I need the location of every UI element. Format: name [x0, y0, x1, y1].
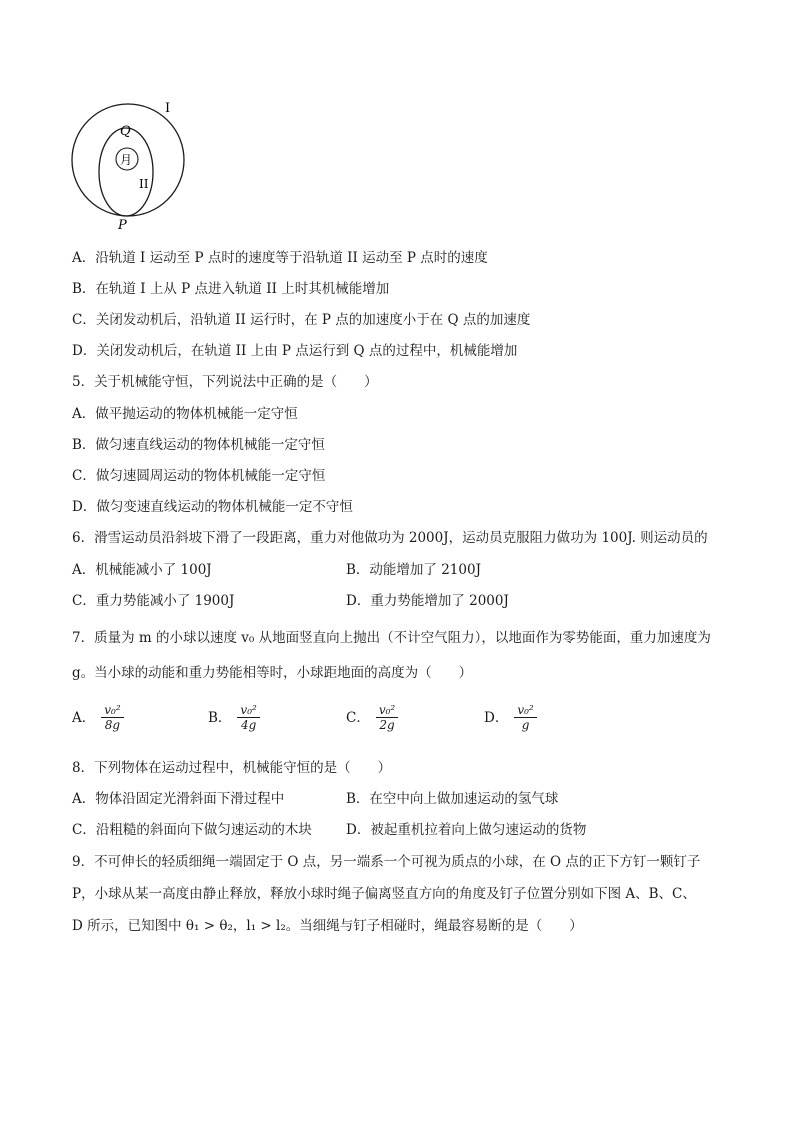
q9-line3: D 所示，已知图中 θ₁ > θ₂，l₁ > l₂。当细绳与钉子相碰时，绳最容易断的是（ ）: [72, 918, 583, 934]
q7-option-c-label: C．: [346, 710, 370, 726]
q7-option-c-fraction: [376, 704, 398, 732]
q4-option-b: B．在轨道 I 上从 P 点进入轨道 II 上时其机械能增加: [72, 281, 390, 297]
q7-option-d-denominator: g: [521, 718, 530, 732]
q8-option-b: B．在空中向上做加速运动的氢气球: [346, 791, 559, 807]
moon-label: 月: [120, 153, 133, 167]
q7-option-c-denominator: 2g: [379, 718, 395, 732]
q4-option-c: C．关闭发动机后，沿轨道 II 运行时，在 P 点的加速度小于在 Q 点的加速度: [72, 312, 531, 328]
q8-option-a: A．物体沿固定光滑斜面下滑过程中: [72, 791, 285, 807]
q7-option-d-label: D．: [484, 710, 509, 726]
q7-option-a-label: A．: [72, 710, 96, 726]
q7-option-a: [72, 704, 124, 732]
orbit-diagram: [60, 95, 200, 235]
q5-stem: 5．关于机械能守恒，下列说法中正确的是（ ）: [72, 374, 378, 390]
q7-option-b-denominator: 4g: [240, 718, 257, 732]
q7-option-b-numerator: v₀²: [237, 704, 259, 718]
q7-option-a-numerator: v₀²: [101, 704, 123, 718]
q6-option-c: C．重力势能减小了 1900J: [72, 593, 235, 609]
label-II: II: [139, 177, 149, 191]
q8-option-d: D．被起重机拉着向上做匀速运动的货物: [346, 822, 587, 838]
q7-option-b-fraction: [237, 704, 259, 732]
label-P: P: [118, 218, 127, 233]
label-Q: Q: [120, 124, 131, 139]
q8-option-c: C．沿粗糙的斜面向下做匀速运动的木块: [72, 822, 312, 838]
q7-option-d-numerator: v₀²: [514, 704, 536, 718]
q6-option-d: D．重力势能增加了 2000J: [346, 593, 509, 609]
q7-stem-line1: 7．质量为 m 的小球以速度 v₀ 从地面竖直向上抛出（不计空气阻力），以地面作为零势能面，重力加速度为: [72, 630, 711, 646]
q7-option-b-label: B．: [208, 710, 232, 726]
orbit-II-ellipse: [99, 128, 153, 216]
q7-option-c-numerator: v₀²: [376, 704, 398, 718]
q7-option-a-fraction: [101, 704, 123, 732]
q5-option-d: D．做匀变速直线运动的物体机械能一定不守恒: [72, 499, 353, 515]
q5-option-b: B．做匀速直线运动的物体机械能一定守恒: [72, 437, 325, 453]
q7-option-c: [346, 704, 398, 732]
q7-option-d: [484, 704, 537, 732]
q7-option-b: [208, 704, 260, 732]
q4-option-a: A．沿轨道 I 运动至 P 点时的速度等于沿轨道 II 运动至 P 点时的速度: [72, 250, 488, 266]
q6-stem: 6．滑雪运动员沿斜坡下滑了一段距离，重力对他做功为 2000J，运动员克服阻力做功为 100J. 则运动员的: [72, 530, 708, 546]
q7-stem-line2: g。当小球的动能和重力势能相等时，小球距地面的高度为（ ）: [72, 665, 473, 681]
q8-stem: 8．下列物体在运动过程中，机械能守恒的是（ ）: [72, 760, 392, 776]
q6-option-a: A．机械能减小了 100J: [72, 562, 212, 578]
q5-option-a: A．做平抛运动的物体机械能一定守恒: [72, 406, 298, 422]
q7-option-a-denominator: 8g: [104, 718, 121, 732]
label-I: I: [165, 101, 171, 116]
q9-line1: 9．不可伸长的轻质细绳一端固定于 O 点，另一端系一个可视为质点的小球，在 O 点的正下方钉一颗钉子: [72, 854, 701, 870]
q5-option-c: C．做匀速圆周运动的物体机械能一定守恒: [72, 468, 326, 484]
q4-option-d: D．关闭发动机后，在轨道 II 上由 P 点运行到 Q 点的过程中，机械能增加: [72, 343, 518, 359]
q6-option-b: B．动能增加了 2100J: [346, 562, 481, 578]
q9-line2: P，小球从某一高度由静止释放，释放小球时绳子偏离竖直方向的角度及钉子位置分别如下图 A、B、C、: [72, 886, 696, 902]
q7-option-d-fraction: [514, 704, 536, 732]
